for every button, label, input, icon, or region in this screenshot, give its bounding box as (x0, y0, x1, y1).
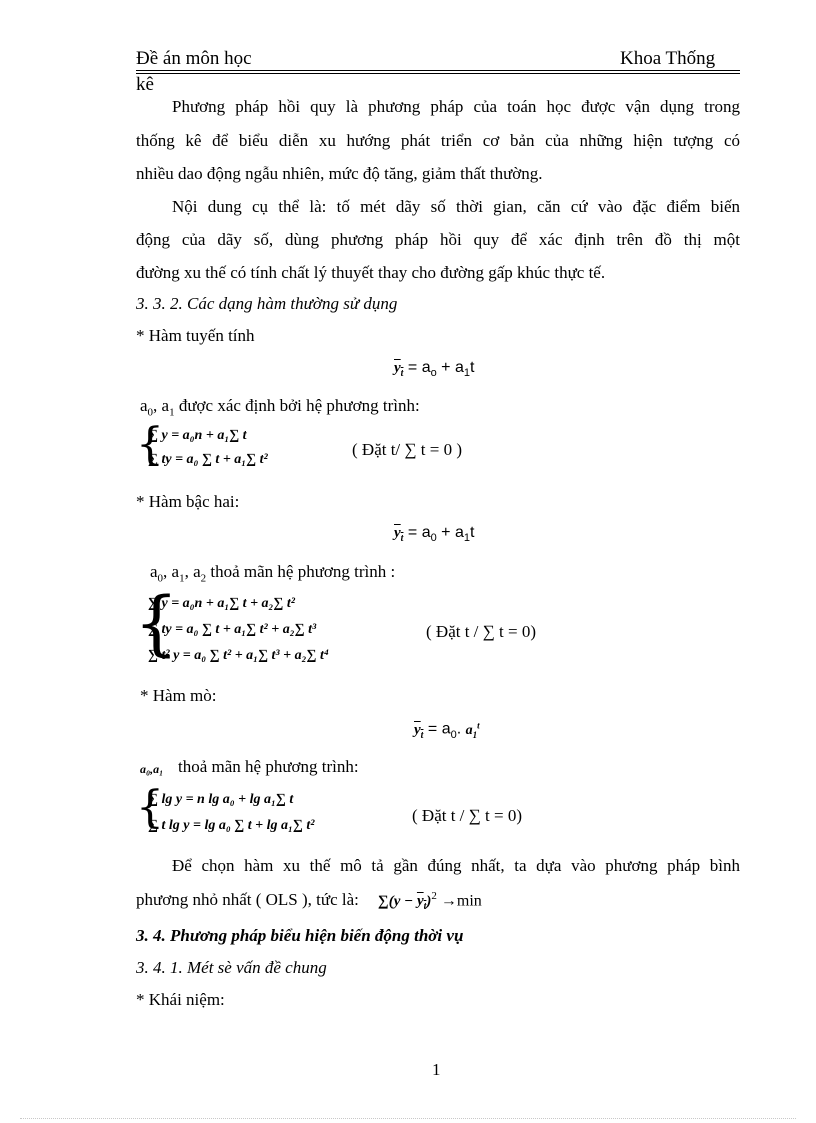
section-341-heading: 3. 4. 1. Mét sè vấn đề chung (136, 958, 327, 977)
para2-line2: động của dãy số, dùng phương pháp hồi quy để xác định trên đồ thị một (136, 230, 740, 249)
page-number: 1 (432, 1060, 441, 1079)
linear-formula: $y_t = a_o + a_1t$ (394, 359, 475, 380)
header-left: Đề án môn học (136, 48, 252, 69)
para3-line2: phương nhỏ nhất ( OLS ), tức là: (136, 890, 359, 909)
header-rule (136, 70, 740, 71)
para2-line3: đường xu thế có tính chất lý thuyết thay cho đường gấp khúc thực tế. (136, 263, 606, 282)
quadratic-condition: ( Đặt t / ∑ t = 0) (426, 622, 536, 641)
para1-line2: thống kê để biểu diễn xu hướng phát triển cơ bản của những hiện tượng có (136, 131, 740, 150)
para3-line1: Để chọn hàm xu thế mô tả gần đúng nhất, ta dựa vào phương pháp bình (172, 856, 740, 875)
quadratic-eq2: ∑ ty = a₀ ∑ t + a₁∑ t² + a₂∑ t³ (148, 622, 317, 637)
header-right: Khoa Thống (620, 48, 716, 69)
exponential-eq2: ∑ t lg y = lg a₀ ∑ t + lg a₁∑ t² (148, 818, 315, 833)
para2-line1: Nội dung cụ thể là: tố mét dãy số thời gian, căn cứ vào đặc điểm biến (172, 197, 740, 216)
section-34-heading: 3. 4. Phương pháp biểu hiện biến động thời vụ (136, 926, 464, 945)
exponential-coeffs: a₀,a₁ (140, 762, 164, 776)
linear-condition: ( Đặt t/ ∑ t = 0 ) (352, 440, 462, 459)
exponential-formula: $y_t = a_0$. $a_1^t$ (414, 720, 480, 741)
exponential-heading: * Hàm mò: (140, 686, 217, 705)
exponential-intro: thoả mãn hệ phương trình: (178, 757, 359, 776)
page-bottom-divider (20, 1118, 796, 1119)
section-332-heading: 3. 3. 2. Các dạng hàm thường sử dụng (136, 294, 398, 313)
concept-heading: * Khái niệm: (136, 990, 225, 1009)
exponential-brace: { (136, 782, 164, 833)
linear-eq1: ∑ y = a₀n + a₁∑ t (148, 428, 247, 443)
linear-intro: $a_0$, $a_1$ được xác định bởi hệ phương trình: (140, 396, 420, 419)
para1-line3: nhiều dao động ngẫu nhiên, mức độ tăng, giảm thất thường. (136, 164, 543, 183)
quadratic-intro: $a_0$, $a_1$, $a_2$ thoả mãn hệ phương trình : (150, 562, 396, 585)
exponential-condition: ( Đặt t / ∑ t = 0) (412, 806, 522, 825)
quadratic-formula: $y_t = a_0 + a_1t$ (394, 524, 475, 545)
para1-line1: Phương pháp hồi quy là phương pháp của toán học được vận dụng trong (172, 97, 740, 116)
quadratic-brace: { (134, 582, 179, 664)
ols-formula: $\sum(y - y_t)^2 \to\min$ (378, 890, 482, 913)
quadratic-eq1: ∑ y = a₀n + a₁∑ t + a₂∑ t² (148, 596, 295, 611)
linear-heading: * Hàm tuyến tính (136, 326, 255, 345)
linear-eq2: ∑ ty = a₀ ∑ t + a₁∑ t² (148, 452, 268, 467)
exponential-eq1: ∑ lg y = n lg a₀ + lg a₁∑ t (148, 792, 294, 807)
header-wrap: kê (136, 74, 154, 95)
quadratic-heading: * Hàm bậc hai: (136, 492, 240, 511)
linear-brace: { (136, 419, 164, 470)
quadratic-eq3: ∑ t² y = a₀ ∑ t² + a₁∑ t³ + a₂∑ t⁴ (148, 648, 329, 663)
header-rule-2 (136, 73, 740, 74)
